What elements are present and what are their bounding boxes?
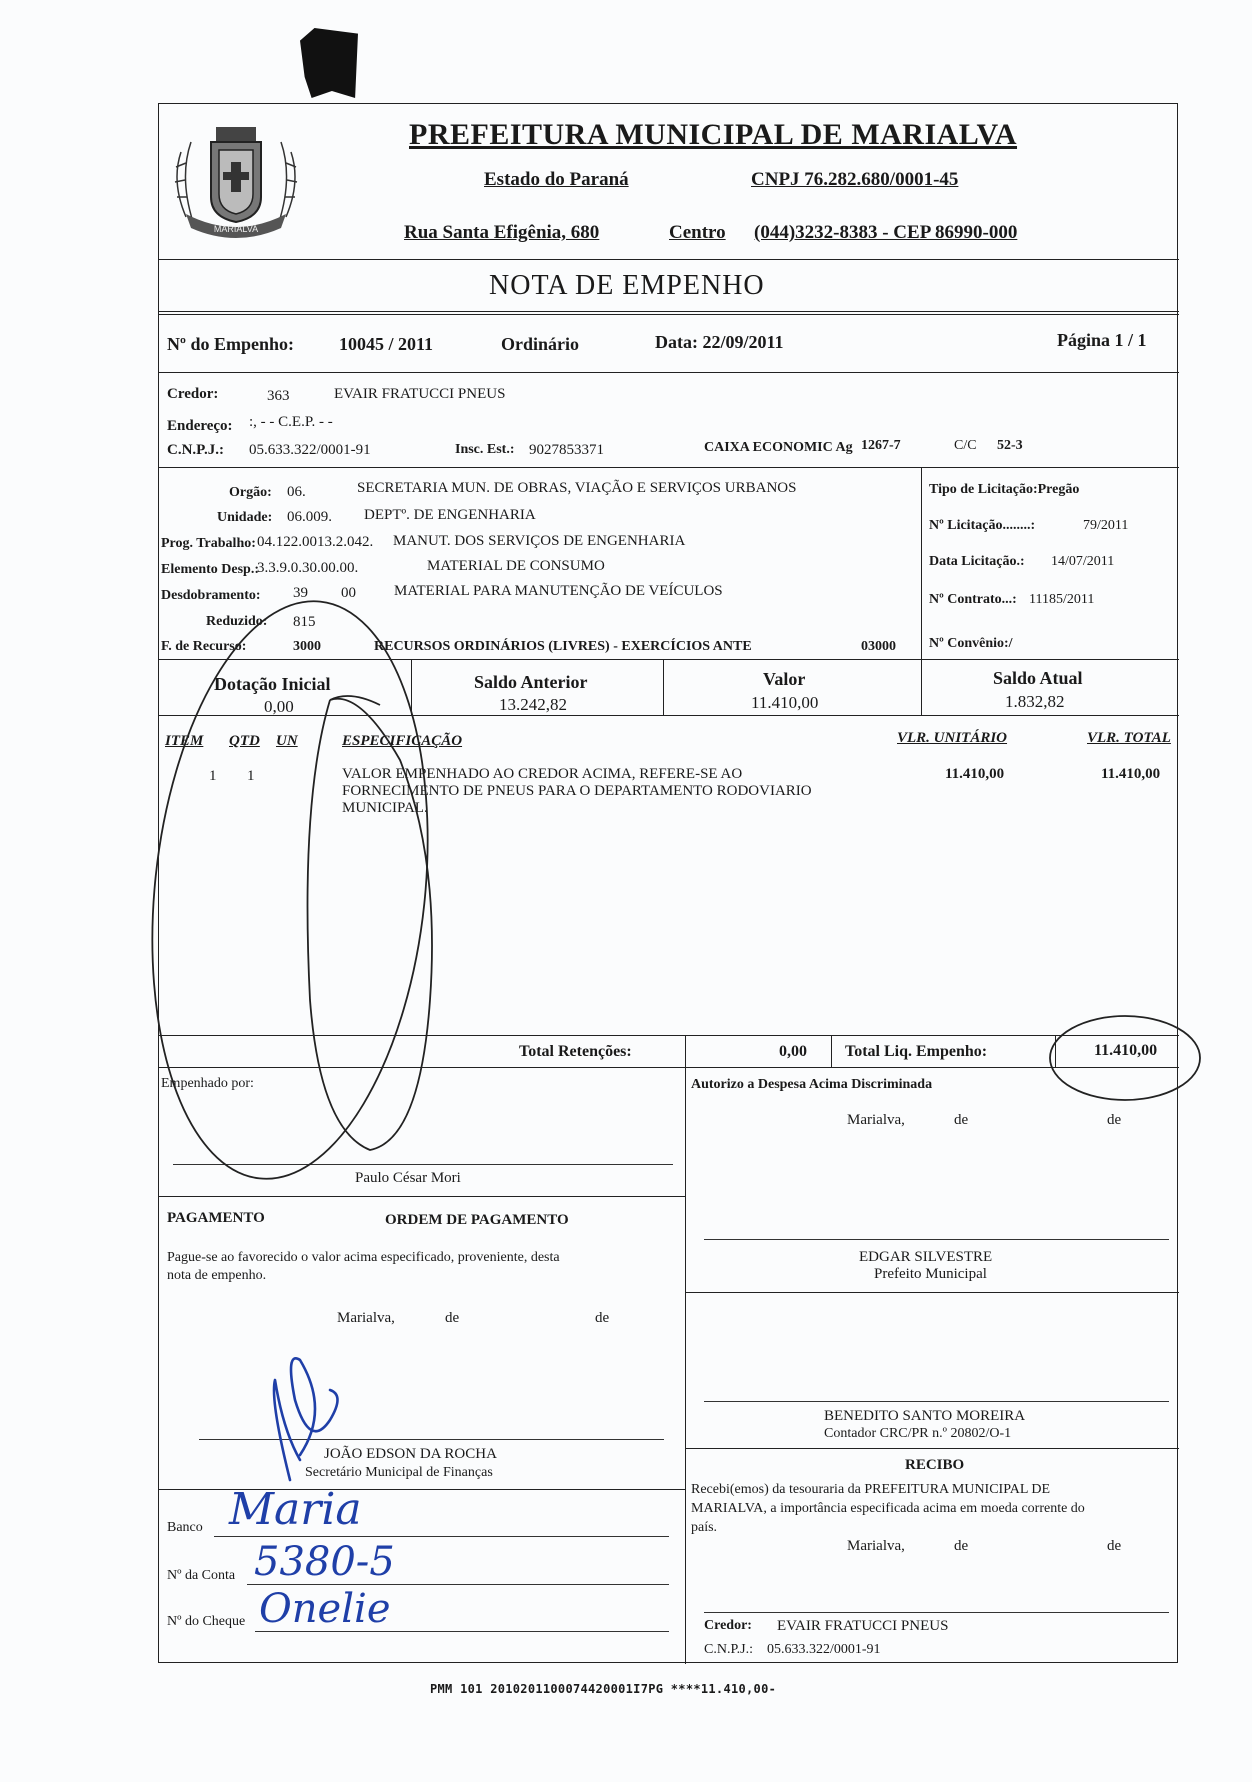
cheque-label: Nº do Cheque <box>167 1614 246 1629</box>
ordem-pagamento-label: ORDEM DE PAGAMENTO <box>385 1212 569 1228</box>
autorizo-place: Marialva, <box>847 1112 905 1128</box>
recurso-name: RECURSOS ORDINÁRIOS (LIVRES) - EXERCÍCIOS ANTE <box>374 639 752 654</box>
footer-code: PMM 101 2010201100074420001I7PG ****11.410,00- <box>430 1682 777 1696</box>
pagamento-label: PAGAMENTO <box>167 1210 265 1226</box>
recibo-text-3: país. <box>691 1520 718 1535</box>
endereco-label: Endereço: <box>167 418 233 434</box>
recibo-credor-label: Credor: <box>704 1618 752 1633</box>
contador-role: Contador CRC/PR n.º 20802/O-1 <box>824 1426 1012 1441</box>
item-desc-3: MUNICIPAL. <box>342 800 428 816</box>
dotacao-inicial-value: 0,00 <box>264 697 294 716</box>
item-desc-2: FORNECIMENTO DE PNEUS PARA O DEPARTAMENTO RODOVIARIO <box>342 783 812 799</box>
col-qtd: QTD <box>229 733 260 749</box>
desdobramento-name: MATERIAL PARA MANUTENÇÃO DE VEÍCULOS <box>394 583 723 599</box>
recurso-label: F. de Recurso: <box>161 639 247 654</box>
banco-label: Banco <box>167 1520 203 1535</box>
org-phone-cep: (044)3232-8383 - CEP 86990-000 <box>754 222 1018 243</box>
col-un: UN <box>276 733 298 749</box>
empenho-number: 10045 / 2011 <box>339 334 434 354</box>
contrato-label: Nº Contrato...: <box>929 592 1017 607</box>
item-qtd: 1 <box>247 768 255 784</box>
recibo-de-2: de <box>1107 1538 1122 1554</box>
licitacao-date-label: Data Licitação.: <box>929 554 1025 569</box>
pagamento-text-2: nota de empenho. <box>167 1268 267 1283</box>
convenio: Nº Convênio:/ <box>929 636 1013 651</box>
liq-empenho-value: 11.410,00 <box>1094 1042 1158 1059</box>
recibo-place: Marialva, <box>847 1538 905 1554</box>
item-number: 1 <box>209 768 217 784</box>
cc-label: C/C <box>954 438 977 453</box>
conta-handwritten: 5380-5 <box>254 1539 395 1585</box>
desdobramento-label: Desdobramento: <box>161 588 261 603</box>
recibo-text-2: MARIALVA, a importância especificada acima em moeda corrente do <box>691 1501 1085 1516</box>
credor-name: EVAIR FRATUCCI PNEUS <box>334 386 506 402</box>
col-item: ITEM <box>165 733 204 749</box>
contador-name: BENEDITO SANTO MOREIRA <box>824 1408 1026 1424</box>
org-address: Rua Santa Efigênia, 680 <box>404 222 600 243</box>
credor-code: 363 <box>267 388 290 404</box>
orgao-code: 06. <box>287 484 306 500</box>
valor-label: Valor <box>763 669 806 689</box>
org-title: PREFEITURA MUNICIPAL DE MARIALVA <box>409 118 1018 151</box>
elemento-name: MATERIAL DE CONSUMO <box>427 558 605 574</box>
recibo-credor-value: EVAIR FRATUCCI PNEUS <box>777 1618 949 1634</box>
licitacao-date-value: 14/07/2011 <box>1051 554 1115 569</box>
credor-agency: 1267-7 <box>861 438 901 453</box>
recurso-num: 03000 <box>861 639 896 654</box>
licitacao-number-value: 79/2011 <box>1083 518 1129 533</box>
org-cnpj: CNPJ 76.282.680/0001-45 <box>751 169 959 190</box>
prog-name: MANUT. DOS SERVIÇOS DE ENGENHARIA <box>393 533 686 549</box>
liq-empenho-label: Total Liq. Empenho: <box>845 1043 988 1060</box>
recibo-cnpj-value: 05.633.322/0001-91 <box>767 1642 881 1657</box>
tipo-licitacao: Tipo de Licitação:Pregão <box>929 482 1080 497</box>
banco-handwritten: Maria <box>229 1484 362 1535</box>
cc-value: 52-3 <box>997 438 1023 453</box>
recurso-code: 3000 <box>293 639 321 654</box>
conta-label: Nº da Conta <box>167 1568 236 1583</box>
prog-label: Prog. Trabalho: <box>161 536 256 551</box>
recibo-text-1: Recebi(emos) da tesouraria da PREFEITURA MUNICIPAL DE <box>691 1482 1051 1497</box>
pagamento-place: Marialva, <box>337 1310 395 1326</box>
col-especificacao: ESPECIFICAÇÃO <box>342 733 463 749</box>
pagamento-de-2: de <box>595 1310 610 1326</box>
svg-text:MARIALVA: MARIALVA <box>213 224 259 234</box>
empenhado-name: Paulo César Mori <box>355 1170 461 1186</box>
secretario-role: Secretário Municipal de Finanças <box>305 1465 493 1480</box>
cnpj-label: C.N.P.J.: <box>167 442 224 458</box>
unidade-label: Unidade: <box>217 510 273 525</box>
secretario-name: JOÃO EDSON DA ROCHA <box>324 1446 497 1462</box>
saldo-atual-value: 1.832,82 <box>1005 692 1065 711</box>
autorizo-de-2: de <box>1107 1112 1122 1128</box>
item-unit-value: 11.410,00 <box>945 766 1005 782</box>
credor-bank: CAIXA ECONOMIC Ag <box>704 440 853 455</box>
empenhado-label: Empenhado por: <box>161 1076 254 1091</box>
desdobramento-sub: 00 <box>341 585 356 601</box>
saldo-anterior-value: 13.242,82 <box>499 695 567 714</box>
licitacao-number-label: Nº Licitação........: <box>929 518 1036 533</box>
cnpj-value: 05.633.322/0001-91 <box>249 442 371 458</box>
recibo-label: RECIBO <box>905 1457 965 1473</box>
empenho-label: Nº do Empenho: <box>167 334 294 354</box>
col-vlr-unitario: VLR. UNITÁRIO <box>897 730 1008 746</box>
empenho-page: Página 1 / 1 <box>1057 330 1147 350</box>
empenho-type: Ordinário <box>501 334 580 354</box>
endereco-value: :, - - C.E.P. - - <box>249 414 333 430</box>
prefeito-role: Prefeito Municipal <box>874 1266 987 1282</box>
recibo-de-1: de <box>954 1538 969 1554</box>
prefeito-name: EDGAR SILVESTRE <box>859 1249 993 1265</box>
orgao-label: Orgão: <box>229 485 272 500</box>
autorizo-de-1: de <box>954 1112 969 1128</box>
reduzido-value: 815 <box>293 614 316 630</box>
pagamento-de-1: de <box>445 1310 460 1326</box>
dotacao-inicial-label: Dotação Inicial <box>214 674 331 694</box>
empenho-date: Data: 22/09/2011 <box>655 332 784 352</box>
recibo-cnpj-label: C.N.P.J.: <box>704 1642 754 1657</box>
unidade-name: DEPTº. DE ENGENHARIA <box>364 507 536 523</box>
unidade-code: 06.009. <box>287 509 332 525</box>
org-state: Estado do Paraná <box>484 169 629 190</box>
desdobramento-code: 39 <box>293 585 308 601</box>
orgao-name: SECRETARIA MUN. DE OBRAS, VIAÇÃO E SERVIÇOS URBANOS <box>357 480 797 496</box>
org-district: Centro <box>669 222 726 243</box>
saldo-atual-label: Saldo Atual <box>993 668 1083 688</box>
cheque-handwritten: Onelie <box>259 1586 391 1632</box>
doc-title: NOTA DE EMPENHO <box>489 270 765 301</box>
prog-code: 04.122.0013.2.042. <box>257 534 374 550</box>
retencoes-value: 0,00 <box>779 1043 807 1060</box>
pagamento-text-1: Pague-se ao favorecido o valor acima especificado, proveniente, desta <box>167 1250 560 1265</box>
elemento-label: Elemento Desp.: <box>161 562 259 577</box>
contrato-value: 11185/2011 <box>1029 592 1095 607</box>
autorizo-label: Autorizo a Despesa Acima Discriminada <box>691 1077 933 1092</box>
insc-label: Insc. Est.: <box>455 442 515 457</box>
item-total-value: 11.410,00 <box>1101 766 1161 782</box>
retencoes-label: Total Retenções: <box>519 1043 632 1060</box>
reduzido-label: Reduzido: <box>206 614 268 629</box>
saldo-anterior-label: Saldo Anterior <box>474 672 588 692</box>
valor-value: 11.410,00 <box>751 693 819 712</box>
item-desc-1: VALOR EMPENHADO AO CREDOR ACIMA, REFERE-SE AO <box>342 766 743 782</box>
insc-value: 9027853371 <box>529 442 604 458</box>
elemento-code: 3.3.9.0.30.00.00. <box>257 560 359 576</box>
col-vlr-total: VLR. TOTAL <box>1087 730 1171 746</box>
credor-label: Credor: <box>167 386 219 402</box>
